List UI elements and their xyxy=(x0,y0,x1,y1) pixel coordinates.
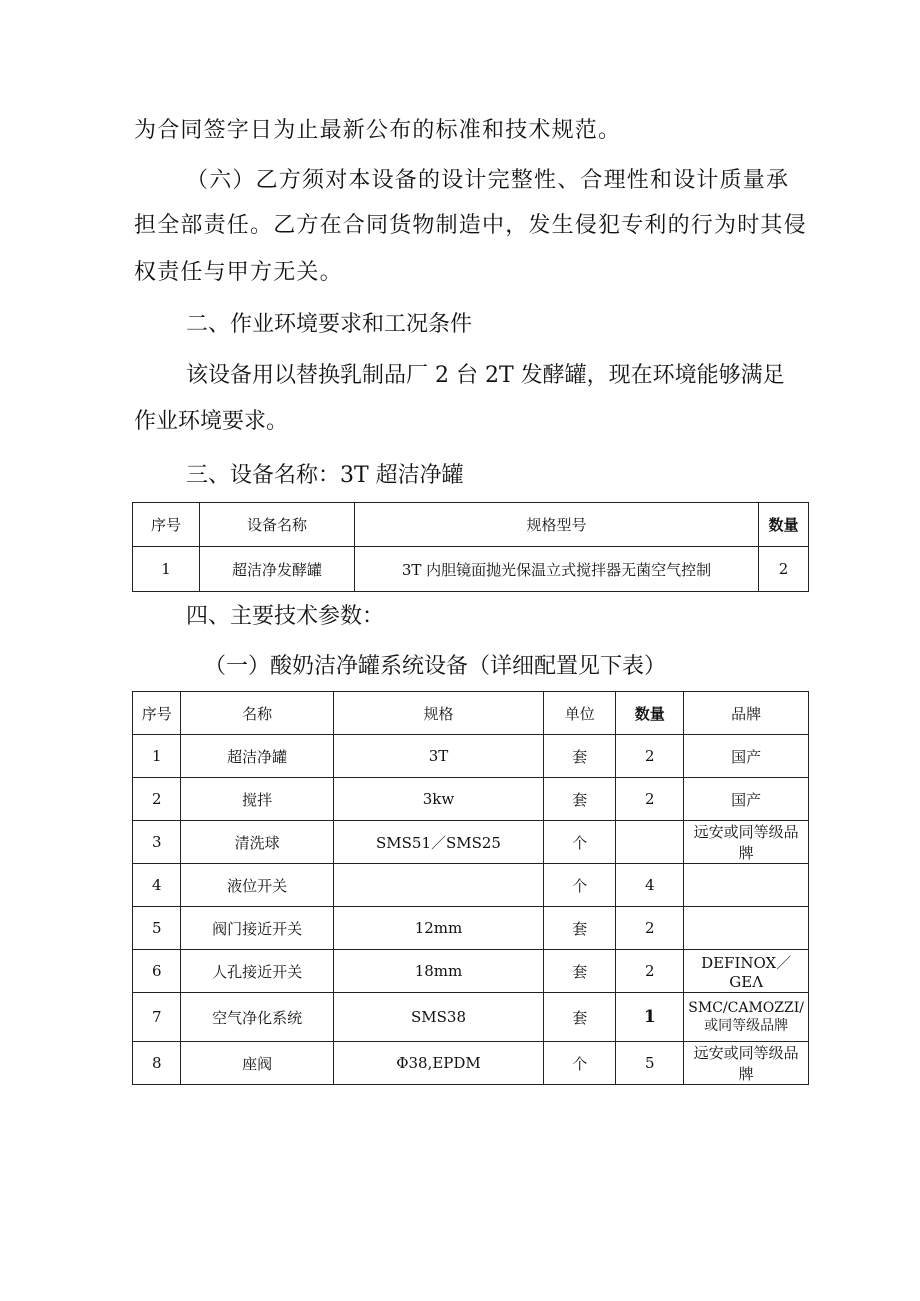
table-cell: 2 xyxy=(133,778,181,821)
table-cell: 超洁净发酵罐 xyxy=(200,547,355,592)
table-cell: 2 xyxy=(616,778,684,821)
paragraph-line: 权责任与甲方无关。 xyxy=(134,260,343,285)
table-header-cell: 设备名称 xyxy=(200,503,355,547)
table-cell: 1 xyxy=(133,735,181,778)
table-cell: 套 xyxy=(544,735,616,778)
table-header-cell: 数量 xyxy=(616,692,684,735)
table-row xyxy=(133,864,809,907)
paragraph-line: 担全部责任。乙方在合同货物制造中，发生侵犯专利的行为时其侵 xyxy=(134,213,807,238)
table-cell xyxy=(333,864,544,907)
table-cell: DEFINOX／GEΛ xyxy=(684,950,809,993)
section-heading-3: 三、设备名称：3T 超洁净罐 xyxy=(186,463,464,488)
paragraph-line: 为合同签字日为止最新公布的标准和技术规范。 xyxy=(134,118,622,143)
table-row xyxy=(133,950,809,993)
table-cell xyxy=(684,864,809,907)
table-cell: 个 xyxy=(544,864,616,907)
table-header-cell: 序号 xyxy=(133,692,181,735)
table-cell: 远安或同等级品牌 xyxy=(684,1042,809,1085)
table-cell: 3kw xyxy=(333,778,544,821)
table-cell: 4 xyxy=(616,864,684,907)
table-header-cell: 规格 xyxy=(333,692,544,735)
table-cell: 搅拌 xyxy=(181,778,333,821)
table-cell: 8 xyxy=(133,1042,181,1085)
table-cell: SMC/CAMOZZI/或同等级品牌 xyxy=(684,993,809,1042)
paragraph-line: 作业环境要求。 xyxy=(134,409,289,434)
table-cell: 阀门接近开关 xyxy=(181,907,333,950)
subsection-heading: （一）酸奶洁净罐系统设备（详细配置见下表） xyxy=(204,654,667,679)
table-cell: 套 xyxy=(544,993,616,1042)
table-header-cell: 名称 xyxy=(181,692,333,735)
table-cell: 3T xyxy=(333,735,544,778)
table-row xyxy=(133,1042,809,1085)
table-cell: SMS38 xyxy=(333,993,544,1042)
table-cell: 套 xyxy=(544,950,616,993)
paragraph-line: 该设备用以替换乳制品厂 2 台 2T 发酵罐，现在环境能够满足 xyxy=(186,363,785,388)
table-row xyxy=(133,778,809,821)
table-cell: 套 xyxy=(544,778,616,821)
table-header-cell: 序号 xyxy=(133,503,200,547)
table-cell: 超洁净罐 xyxy=(181,735,333,778)
table-cell xyxy=(616,821,684,864)
table-header-row xyxy=(133,503,809,547)
table-cell: 个 xyxy=(544,1042,616,1085)
table-cell: 1 xyxy=(616,993,684,1042)
section-heading-4: 四、主要技术参数： xyxy=(186,604,385,629)
table-cell: SMS51／SMS25 xyxy=(333,821,544,864)
table-cell: 12mm xyxy=(333,907,544,950)
table-cell: 3T 内胆镜面抛光保温立式搅拌器无菌空气控制 xyxy=(355,547,759,592)
table-cell: 空气净化系统 xyxy=(181,993,333,1042)
table-cell: 套 xyxy=(544,907,616,950)
table-cell: 6 xyxy=(133,950,181,993)
table-cell: 座阀 xyxy=(181,1042,333,1085)
table-cell: 4 xyxy=(133,864,181,907)
table-cell: Φ38,EPDM xyxy=(333,1042,544,1085)
table-cell: 2 xyxy=(759,547,809,592)
paragraph-line: （六）乙方须对本设备的设计完整性、合理性和设计质量承 xyxy=(186,168,790,193)
section-heading-2: 二、作业环境要求和工况条件 xyxy=(186,312,473,337)
table-header-cell: 单位 xyxy=(544,692,616,735)
table-cell: 人孔接近开关 xyxy=(181,950,333,993)
table-header-row xyxy=(133,692,809,735)
table-cell: 3 xyxy=(133,821,181,864)
table-cell: 18mm xyxy=(333,950,544,993)
equipment-table xyxy=(132,502,809,592)
table-cell: 7 xyxy=(133,993,181,1042)
table-cell: 远安或同等级品牌 xyxy=(684,821,809,864)
table-cell: 1 xyxy=(133,547,200,592)
table-row xyxy=(133,993,809,1042)
table-cell: 5 xyxy=(133,907,181,950)
table-cell: 2 xyxy=(616,735,684,778)
table-row xyxy=(133,735,809,778)
table-cell: 2 xyxy=(616,950,684,993)
table-cell: 个 xyxy=(544,821,616,864)
table-row xyxy=(133,547,809,592)
table-cell: 国产 xyxy=(684,735,809,778)
table-cell: 5 xyxy=(616,1042,684,1085)
table-row xyxy=(133,821,809,864)
table-row xyxy=(133,907,809,950)
table-cell: 国产 xyxy=(684,778,809,821)
table-header-cell: 品牌 xyxy=(684,692,809,735)
table-header-cell: 规格型号 xyxy=(355,503,759,547)
table-cell: 2 xyxy=(616,907,684,950)
table-cell: 清洗球 xyxy=(181,821,333,864)
table-header-cell: 数量 xyxy=(759,503,809,547)
table-cell: 液位开关 xyxy=(181,864,333,907)
parameter-table xyxy=(132,691,809,1085)
table-cell xyxy=(684,907,809,950)
